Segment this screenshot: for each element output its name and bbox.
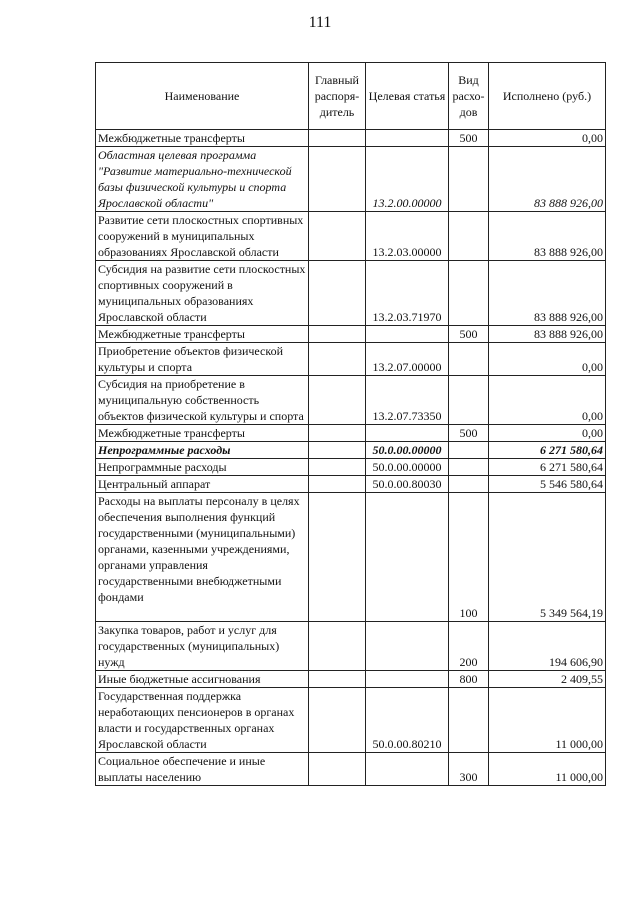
row-expense-type-cell: 100 — [449, 493, 489, 622]
row-manager-cell — [309, 622, 366, 671]
row-expense-type-cell — [449, 343, 489, 376]
row-target-article-cell: 13.2.03.71970 — [366, 261, 449, 326]
row-name-cell: Межбюджетные трансферты — [96, 425, 309, 442]
table-row — [96, 343, 606, 376]
row-manager-cell — [309, 326, 366, 343]
row-name-cell: Центральный аппарат — [96, 476, 309, 493]
row-manager-cell — [309, 476, 366, 493]
row-target-article-cell: 13.2.00.00000 — [366, 147, 449, 212]
row-name-cell: Субсидия на развитие сети плоскостных спортивных сооружений в муниципальных образованиях Ярославской области — [96, 261, 309, 326]
row-manager-cell — [309, 459, 366, 476]
row-amount-cell: 6 271 580,64 — [489, 459, 606, 476]
page-number: 111 — [308, 14, 332, 31]
row-target-article-cell: 50.0.00.80210 — [366, 688, 449, 753]
row-manager-cell — [309, 753, 366, 786]
row-target-article-cell: 50.0.00.80030 — [366, 476, 449, 493]
row-target-article-cell: 13.2.07.00000 — [366, 343, 449, 376]
header-name: Наименование — [96, 63, 309, 130]
row-manager-cell — [309, 442, 366, 459]
row-expense-type-cell: 500 — [449, 130, 489, 147]
row-target-article-cell: 13.2.03.00000 — [366, 212, 449, 261]
row-target-article-cell — [366, 493, 449, 622]
row-target-article-cell — [366, 130, 449, 147]
row-manager-cell — [309, 343, 366, 376]
table-row — [96, 147, 606, 212]
table-row — [96, 130, 606, 147]
row-target-article-cell: 50.0.00.00000 — [366, 459, 449, 476]
row-expense-type-cell — [449, 476, 489, 493]
row-manager-cell — [309, 147, 366, 212]
row-name-cell: Приобретение объектов физической культуры и спорта — [96, 343, 309, 376]
row-amount-cell: 6 271 580,64 — [489, 442, 606, 459]
table-body — [96, 130, 606, 786]
row-expense-type-cell — [449, 459, 489, 476]
row-name-cell: Непрограммные расходы — [96, 442, 309, 459]
header-executed: Исполнено (руб.) — [489, 63, 606, 130]
table-header-row — [96, 63, 606, 130]
row-expense-type-cell — [449, 442, 489, 459]
row-manager-cell — [309, 212, 366, 261]
row-target-article-cell — [366, 622, 449, 671]
row-manager-cell — [309, 261, 366, 326]
row-expense-type-cell — [449, 376, 489, 425]
row-amount-cell: 0,00 — [489, 376, 606, 425]
row-amount-cell: 83 888 926,00 — [489, 147, 606, 212]
row-expense-type-cell: 800 — [449, 671, 489, 688]
header-main-manager: Главный распоря-дитель — [309, 63, 366, 130]
budget-table — [95, 62, 606, 786]
row-expense-type-cell: 500 — [449, 326, 489, 343]
row-expense-type-cell — [449, 212, 489, 261]
row-target-article-cell — [366, 326, 449, 343]
row-name-cell: Межбюджетные трансферты — [96, 326, 309, 343]
row-target-article-cell: 13.2.07.73350 — [366, 376, 449, 425]
row-amount-cell: 2 409,55 — [489, 671, 606, 688]
table-row — [96, 425, 606, 442]
row-amount-cell: 5 349 564,19 — [489, 493, 606, 622]
header-expense-type: Вид расхо-дов — [449, 63, 489, 130]
table-row — [96, 459, 606, 476]
row-expense-type-cell — [449, 261, 489, 326]
row-target-article-cell — [366, 753, 449, 786]
table-row — [96, 326, 606, 343]
table-row — [96, 688, 606, 753]
row-name-cell: Государственная поддержка неработающих пенсионеров в органах власти и государственных органах Ярославской области — [96, 688, 309, 753]
table-row — [96, 442, 606, 459]
table-row — [96, 622, 606, 671]
row-expense-type-cell: 200 — [449, 622, 489, 671]
row-manager-cell — [309, 688, 366, 753]
row-amount-cell: 0,00 — [489, 130, 606, 147]
row-name-cell: Субсидия на приобретение в муниципальную собственность объектов физической культуры и спорта — [96, 376, 309, 425]
row-amount-cell: 11 000,00 — [489, 753, 606, 786]
header-target-article: Целевая статья — [366, 63, 449, 130]
row-amount-cell: 83 888 926,00 — [489, 261, 606, 326]
row-amount-cell: 194 606,90 — [489, 622, 606, 671]
row-amount-cell: 5 546 580,64 — [489, 476, 606, 493]
row-manager-cell — [309, 376, 366, 425]
table-row — [96, 671, 606, 688]
row-amount-cell: 0,00 — [489, 425, 606, 442]
row-amount-cell: 11 000,00 — [489, 688, 606, 753]
row-name-cell: Областная целевая программа "Развитие материально-технической базы физической культуры и спорта Ярославской области" — [96, 147, 309, 212]
row-expense-type-cell — [449, 147, 489, 212]
row-name-cell: Развитие сети плоскостных спортивных сооружений в муниципальных образованиях Ярославской области — [96, 212, 309, 261]
row-name-cell: Расходы на выплаты персоналу в целях обеспечения выполнения функций государственными (муниципальными) органами, казенными учреждениями, органами управления государственными внебюджетными фондами — [96, 493, 309, 622]
row-name-cell: Закупка товаров, работ и услуг для государственных (муниципальных) нужд — [96, 622, 309, 671]
row-name-cell: Социальное обеспечение и иные выплаты населению — [96, 753, 309, 786]
row-amount-cell: 0,00 — [489, 343, 606, 376]
row-target-article-cell — [366, 425, 449, 442]
table-row — [96, 376, 606, 425]
row-name-cell: Непрограммные расходы — [96, 459, 309, 476]
table-row — [96, 476, 606, 493]
row-target-article-cell — [366, 671, 449, 688]
row-manager-cell — [309, 493, 366, 622]
row-expense-type-cell: 500 — [449, 425, 489, 442]
table-row — [96, 753, 606, 786]
row-name-cell: Межбюджетные трансферты — [96, 130, 309, 147]
row-expense-type-cell — [449, 688, 489, 753]
row-amount-cell: 83 888 926,00 — [489, 326, 606, 343]
row-target-article-cell: 50.0.00.00000 — [366, 442, 449, 459]
row-manager-cell — [309, 130, 366, 147]
table-row — [96, 261, 606, 326]
row-manager-cell — [309, 425, 366, 442]
table-row — [96, 212, 606, 261]
row-expense-type-cell: 300 — [449, 753, 489, 786]
row-name-cell: Иные бюджетные ассигнования — [96, 671, 309, 688]
table-row — [96, 493, 606, 622]
row-manager-cell — [309, 671, 366, 688]
row-amount-cell: 83 888 926,00 — [489, 212, 606, 261]
